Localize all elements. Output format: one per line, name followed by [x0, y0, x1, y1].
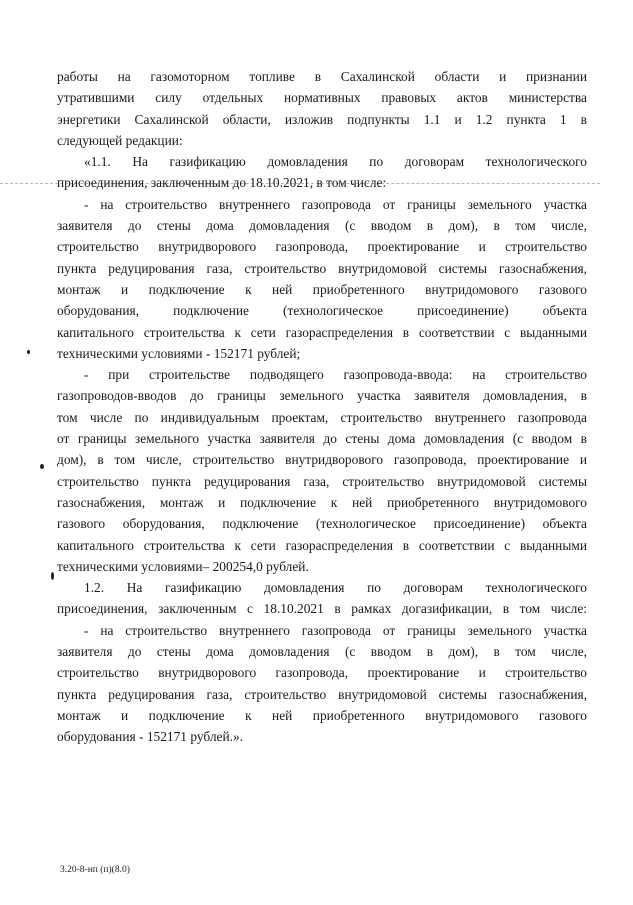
text-line: следующей редакции: [57, 132, 183, 148]
text-line: заявителя до стены дома домовладения (с вводом в дом), в том числе, [57, 218, 587, 234]
text-line: техническими условиями - 152171 рублей; [57, 345, 301, 361]
text-line: строительство внутридворового газопровода, проектирование и строительство [57, 239, 587, 255]
text-line: оборудования - 152171 рублей.». [57, 729, 244, 745]
text-line: том числе по индивидуальным проектам, строительство внутреннего газопровода [57, 409, 587, 425]
text-line: пункта редуцирования газа, строительство внутридомовой системы газоснабжения, [57, 260, 587, 276]
text-line: от границы земельного участка заявителя до стены дома домовладения (с вводом в [57, 431, 587, 447]
document-body [57, 66, 587, 748]
text-line: пункта редуцирования газа, строительство внутридомовой системы газоснабжения, [57, 686, 587, 702]
text-line: «1.1. На газификацию домовладения по договорам технологического [84, 154, 587, 170]
text-line: - при строительстве подводящего газопровода-ввода: на строительство [84, 367, 587, 383]
text-line: газоснабжения, монтаж и подключение к ней приобретенного внутридомового [57, 494, 587, 510]
text-line: газопроводов-вводов до границы земельного участка заявителя домовладения, в [57, 388, 587, 404]
text-line: присоединения, заключенным с 18.10.2021 в рамках догазификации, в том числе: [57, 601, 587, 617]
text-line: капитального строительства к сети газораспределения в соответствии с выданными [57, 324, 587, 340]
text-line: энергетики Сахалинской области, изложив подпункты 1.1 и 1.2 пункта 1 в [57, 111, 587, 127]
text-line: - на строительство внутреннего газопровода от границы земельного участка [84, 622, 587, 638]
text-line: дом), в том числе, строительство внутридворового газопровода, проектирование и [57, 452, 587, 468]
text-line: строительство внутридворового газопровода, проектирование и строительство [57, 665, 587, 681]
text-line: работы на газомоторном топливе в Сахалинской области и признании [57, 69, 587, 84]
document-code-footer: 3.20-8-нп (п)(8.0) [60, 865, 130, 875]
text-line: 1.2. На газификацию домовладения по договорам технологического [84, 580, 587, 596]
text-line: - на строительство внутреннего газопровода от границы земельного участка [84, 196, 587, 212]
scan-speck [51, 572, 54, 580]
text-line: утратившими силу отдельных нормативных правовых актов министерства [57, 90, 587, 106]
text-line: присоединения, заключенным до 18.10.2021, в том числе: [57, 175, 387, 191]
text-line: газового оборудования, подключение (технологическое присоединение) объекта [57, 516, 587, 532]
text-line: капитального строительства к сети газораспределения в соответствии с выданными [57, 537, 587, 553]
text-line: монтаж и подключение к ней приобретенного внутридомового газового [57, 707, 587, 723]
text-line: строительство пункта редуцирования газа, строительство внутридомовой системы [57, 473, 587, 489]
text-line: монтаж и подключение к ней приобретенного внутридомового газового [57, 281, 587, 297]
text-line: техническими условиями– 200254,0 рублей. [57, 558, 309, 574]
scan-speck [40, 464, 44, 469]
text-line: оборудования, подключение (технологическое присоединение) объекта [57, 303, 587, 319]
text-line: заявителя до стены дома домовладения (с вводом в дом), в том числе, [57, 644, 587, 660]
scan-speck [27, 350, 30, 354]
